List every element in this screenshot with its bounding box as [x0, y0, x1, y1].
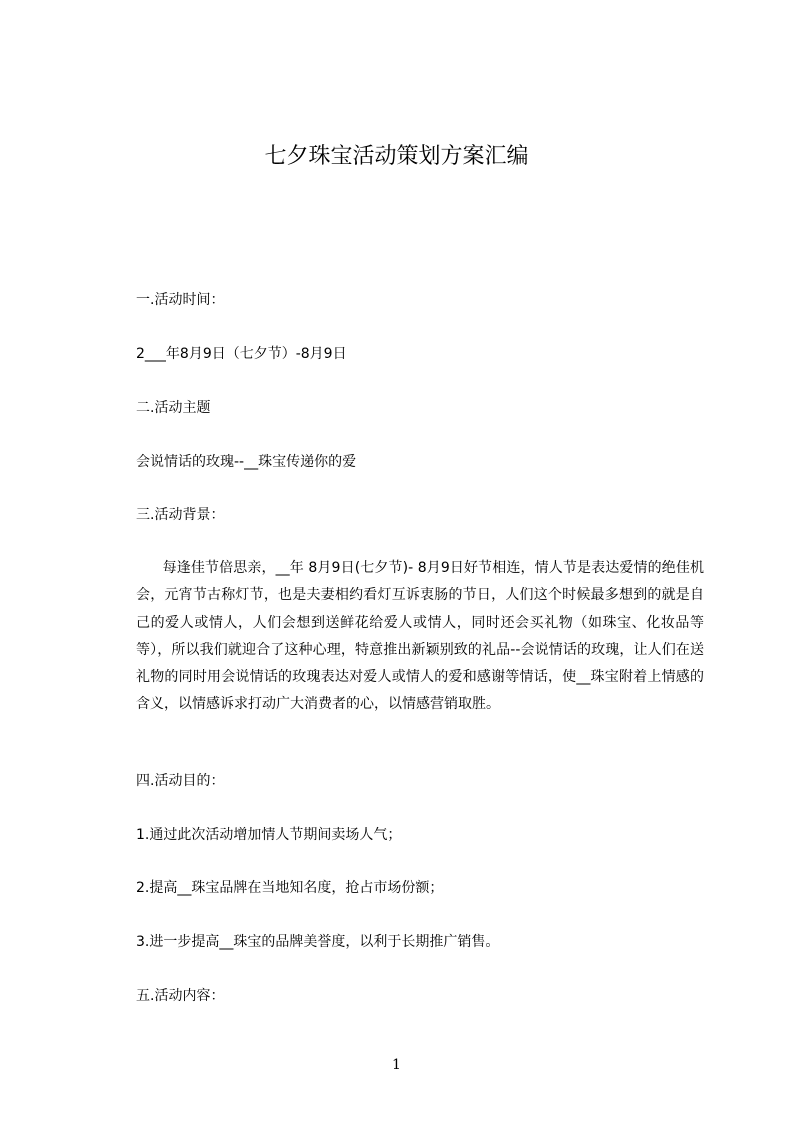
- purpose-item-2: 2.提高__珠宝品牌在当地知名度，抢占市场份额；: [136, 880, 444, 896]
- activity-time-value: 2___年8月9日（七夕节）-8月9日: [136, 346, 347, 362]
- activity-background-paragraph: 每逢佳节倍思亲，__年 8月9日(七夕节)- 8月9日好节相连，情人节是表达爱情的绝佳机会，元宵节古称灯节，也是夫妻相约看灯互诉衷肠的节日，人们这个时候最多想到的就是自己的爱人或情人，人们会想到送鲜花给爱人或情人，同时还会买礼物（如珠宝、化妆品等等），所以我们就迎合了这种心理，特意推出新颖别致的礼品--会说情话的玫瑰，让人们在送礼物的同时用会说情话的玫瑰表达对爱人或情人的爱和感谢等情话，使__珠宝附着上情感的含义，以情感诉求打动广大消费者的心，以情感营销取胜。: [136, 560, 704, 713]
- section-heading-activity-time: 一.活动时间：: [136, 292, 225, 308]
- purpose-item-3: 3.进一步提高__珠宝的品牌美誉度，以利于长期推广销售。: [136, 934, 500, 950]
- section-heading-activity-theme: 二.活动主题: [136, 400, 211, 416]
- section-heading-activity-purpose: 四.活动目的：: [136, 773, 225, 789]
- purpose-item-1: 1.通过此次活动增加情人节期间卖场人气；: [136, 827, 402, 843]
- activity-theme-value: 会说情话的玫瑰--__珠宝传递你的爱: [136, 454, 357, 470]
- section-heading-activity-content: 五.活动内容：: [136, 988, 225, 1004]
- page-number: 1: [392, 1057, 401, 1073]
- document-title: 七夕珠宝活动策划方案汇编: [264, 144, 529, 169]
- section-heading-activity-background: 三.活动背景：: [136, 507, 225, 523]
